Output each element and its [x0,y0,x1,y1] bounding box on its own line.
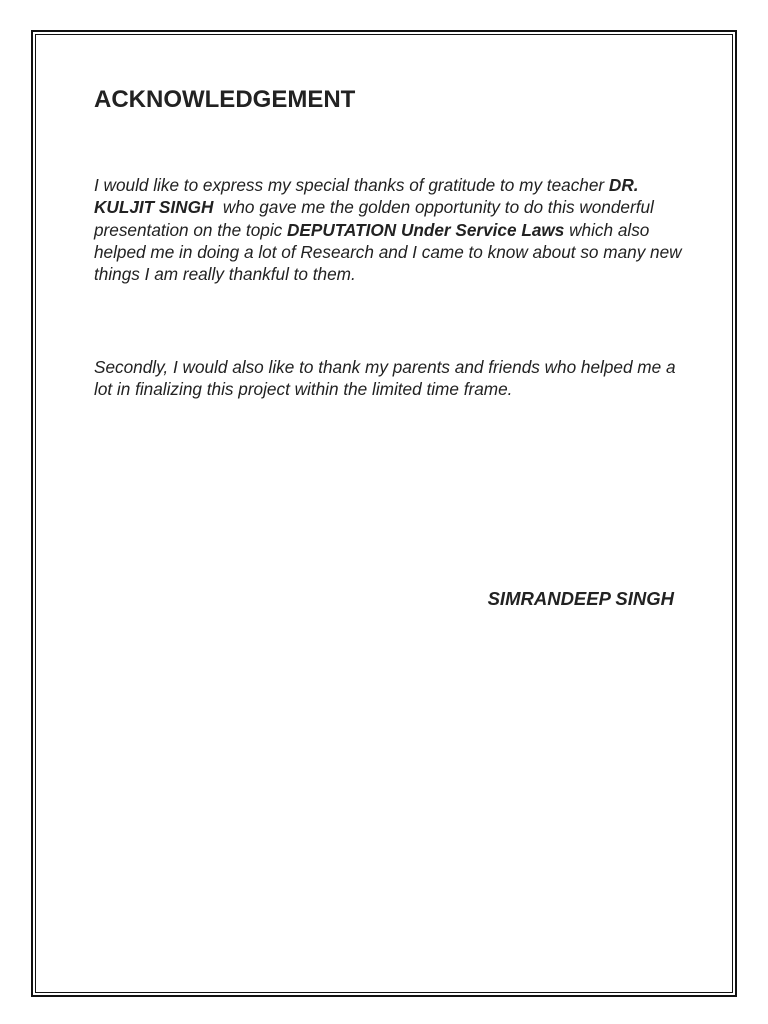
paragraph-1-text-b: who gave me the golden opportunity to do this wonderful presentation on the topic [94,197,659,240]
acknowledgement-paragraph-1 [94,174,684,285]
page-title: ACKNOWLEDGEMENT [94,86,356,113]
paragraph-1-text-c: which also helped me in doing a lot of Research and I came to know about so many new things I am really thankful to them. [94,219,682,285]
project-topic: DEPUTATION Under Service Laws [287,219,565,240]
acknowledgement-paragraph-2: Secondly, I would also like to thank my parents and friends who helped me a lot in finalizing this project within the limited time frame. [94,357,676,400]
signature: SIMRANDEEP SINGH [487,588,674,609]
paragraph-1-text-a: I would like to express my special thanks of gratitude to my teacher [94,175,609,195]
teacher-name: DR. KULJIT SINGH [94,175,639,218]
